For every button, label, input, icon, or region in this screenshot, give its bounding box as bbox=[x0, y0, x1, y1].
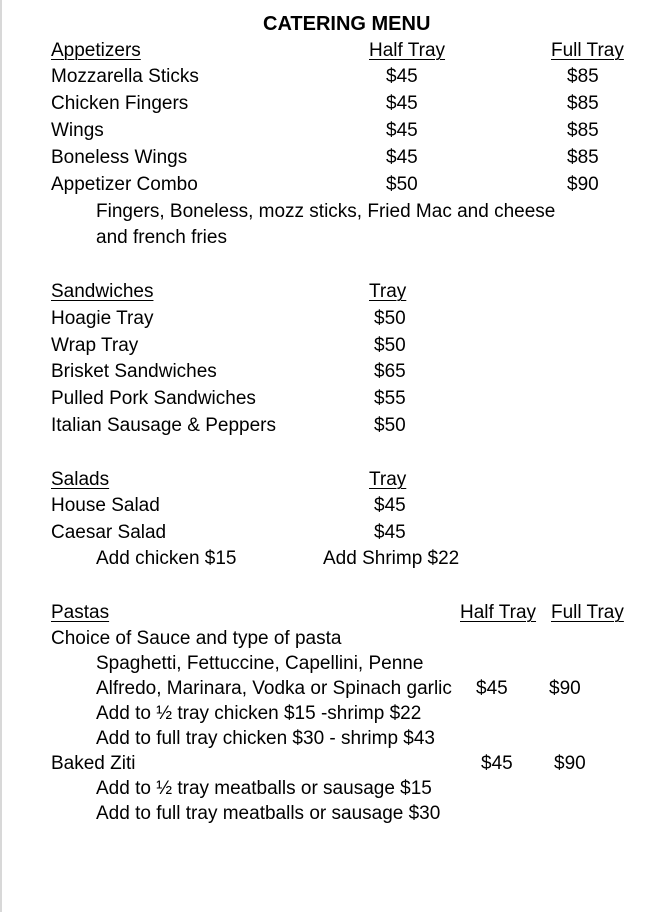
menu-item-name: Mozzarella Sticks bbox=[51, 66, 199, 87]
menu-item-full-price: $85 bbox=[567, 66, 599, 87]
pastas-half-tray-header: Half Tray bbox=[460, 602, 537, 623]
pastas-heading: Pastas bbox=[51, 602, 110, 623]
appetizers-full-tray-header: Full Tray bbox=[551, 40, 624, 61]
pasta-half-price: $45 bbox=[476, 678, 508, 699]
menu-item-name: Brisket Sandwiches bbox=[51, 361, 217, 382]
menu-item-full-price: $85 bbox=[567, 147, 599, 168]
baked-ziti-name: Baked Ziti bbox=[51, 753, 136, 774]
menu-item-half-price: $50 bbox=[386, 174, 418, 195]
pasta-add-half-tray: Add to ½ tray chicken $15 -shrimp $22 bbox=[96, 703, 422, 724]
menu-item-half-price: $45 bbox=[386, 93, 418, 114]
combo-description-line-1: Fingers, Boneless, mozz sticks, Fried Mac and cheese bbox=[96, 201, 556, 222]
menu-title: CATERING MENU bbox=[263, 13, 431, 35]
salads-tray-header: Tray bbox=[369, 469, 407, 490]
menu-item-price: $50 bbox=[374, 308, 406, 329]
menu-item-name: Italian Sausage & Peppers bbox=[51, 415, 276, 436]
menu-item-price: $45 bbox=[374, 522, 406, 543]
menu-item-full-price: $85 bbox=[567, 93, 599, 114]
page-edge bbox=[0, 0, 2, 912]
baked-ziti-full-price: $90 bbox=[554, 753, 586, 774]
ziti-add-half-tray: Add to ½ tray meatballs or sausage $15 bbox=[96, 778, 432, 799]
menu-item-price: $55 bbox=[374, 388, 406, 409]
pasta-types-line: Spaghetti, Fettuccine, Capellini, Penne bbox=[96, 653, 424, 674]
menu-item-full-price: $85 bbox=[567, 120, 599, 141]
menu-item-price: $65 bbox=[374, 361, 406, 382]
pasta-choice-line: Choice of Sauce and type of pasta bbox=[51, 628, 342, 649]
salad-add-chicken: Add chicken $15 bbox=[96, 548, 237, 569]
pasta-sauces-line: Alfredo, Marinara, Vodka or Spinach garlic bbox=[96, 678, 452, 699]
menu-item-name: Wings bbox=[51, 120, 104, 141]
menu-item-price: $50 bbox=[374, 335, 406, 356]
menu-item-price: $50 bbox=[374, 415, 406, 436]
pastas-full-tray-header: Full Tray bbox=[551, 602, 624, 623]
salads-heading: Salads bbox=[51, 469, 110, 490]
menu-item-half-price: $45 bbox=[386, 147, 418, 168]
pasta-full-price: $90 bbox=[549, 678, 581, 699]
menu-item-name: Wrap Tray bbox=[51, 335, 139, 356]
menu-item-full-price: $90 bbox=[567, 174, 599, 195]
salad-add-shrimp: Add Shrimp $22 bbox=[323, 548, 460, 569]
sandwiches-tray-header: Tray bbox=[369, 281, 407, 302]
appetizers-heading: Appetizers bbox=[51, 40, 141, 61]
menu-item-name: Pulled Pork Sandwiches bbox=[51, 388, 256, 409]
menu-item-name: Appetizer Combo bbox=[51, 174, 198, 195]
menu-item-name: Caesar Salad bbox=[51, 522, 167, 543]
menu-item-name: Chicken Fingers bbox=[51, 93, 189, 114]
appetizers-half-tray-header: Half Tray bbox=[369, 40, 446, 61]
menu-item-price: $45 bbox=[374, 495, 406, 516]
ziti-add-full-tray: Add to full tray meatballs or sausage $30 bbox=[96, 803, 441, 824]
pasta-add-full-tray: Add to full tray chicken $30 - shrimp $43 bbox=[96, 728, 436, 749]
baked-ziti-half-price: $45 bbox=[481, 753, 513, 774]
menu-item-name: House Salad bbox=[51, 495, 160, 516]
menu-item-half-price: $45 bbox=[386, 120, 418, 141]
sandwiches-heading: Sandwiches bbox=[51, 281, 154, 302]
combo-description-line-2: and french fries bbox=[96, 227, 227, 248]
menu-item-name: Boneless Wings bbox=[51, 147, 188, 168]
menu-item-name: Hoagie Tray bbox=[51, 308, 154, 329]
menu-item-half-price: $45 bbox=[386, 66, 418, 87]
